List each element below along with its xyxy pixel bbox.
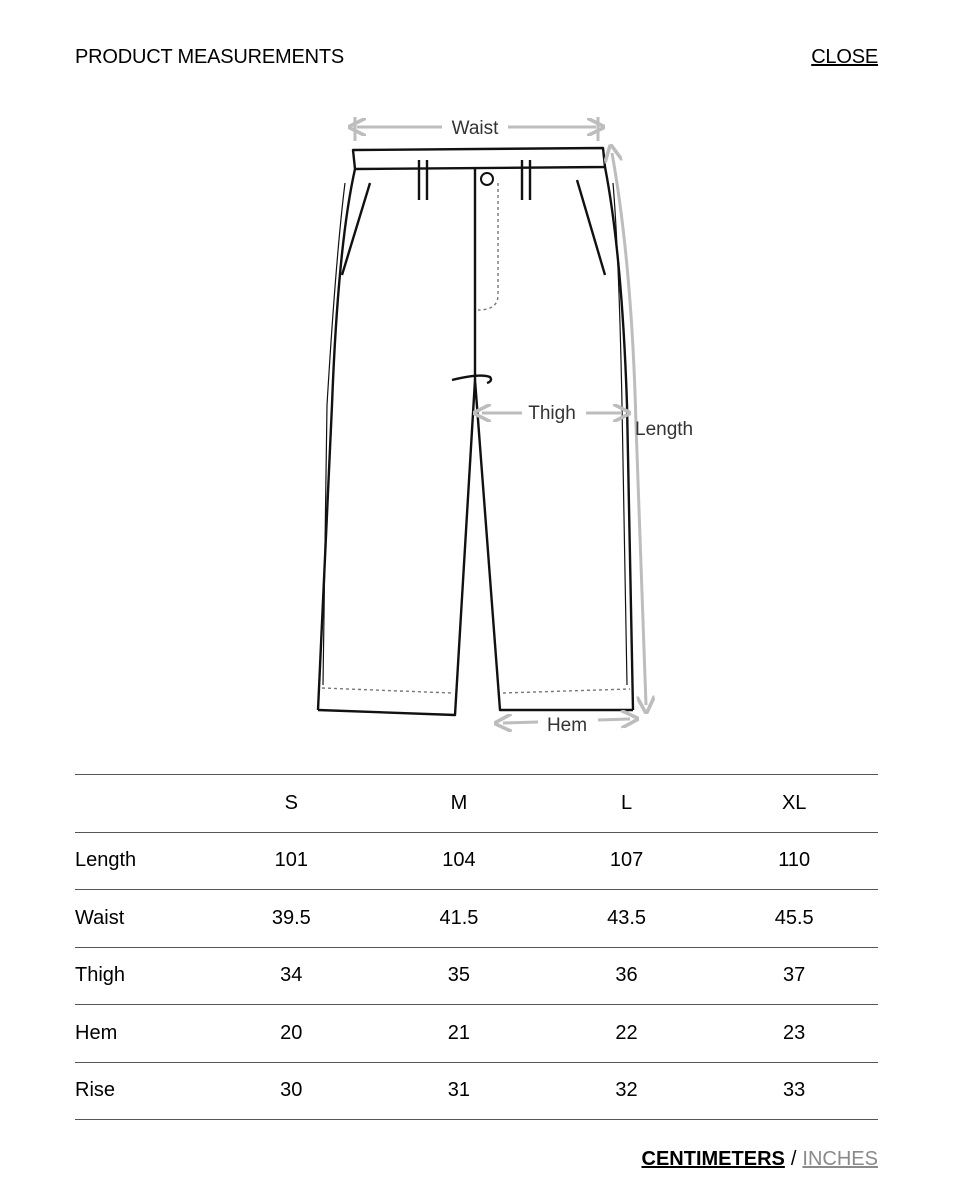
unit-separator: / [790, 1148, 797, 1170]
cell-value: 34 [207, 947, 375, 1005]
table-header-row [75, 775, 878, 833]
cell-value: 33 [710, 1062, 878, 1120]
table-row [75, 832, 878, 890]
cell-value: 41.5 [375, 890, 543, 948]
waist-label: Waist [451, 118, 499, 139]
inches-button[interactable]: INCHES [802, 1148, 878, 1170]
row-label: Hem [75, 1005, 207, 1063]
size-header-xl: XL [710, 775, 878, 833]
modal-header [75, 44, 878, 70]
hem-label: Hem [546, 715, 588, 736]
cell-value: 36 [543, 947, 711, 1005]
length-label: Length [635, 419, 694, 440]
table-row [75, 1062, 878, 1120]
pants-outline [318, 148, 633, 715]
cell-value: 22 [543, 1005, 711, 1063]
size-header-l: L [543, 775, 711, 833]
cell-value: 43.5 [543, 890, 711, 948]
table-corner [75, 775, 207, 833]
row-label: Rise [75, 1062, 207, 1120]
table-row [75, 1005, 878, 1063]
cell-value: 23 [710, 1005, 878, 1063]
cell-value: 35 [375, 947, 543, 1005]
row-label: Waist [75, 890, 207, 948]
table-row [75, 947, 878, 1005]
measurements-table-wrap [75, 774, 878, 1120]
cell-value: 37 [710, 947, 878, 1005]
table-row [75, 890, 878, 948]
cell-value: 20 [207, 1005, 375, 1063]
cell-value: 21 [375, 1005, 543, 1063]
hem-stitch [322, 688, 630, 693]
size-header-m: M [375, 775, 543, 833]
pants-diagram [300, 105, 720, 755]
hem-arrow-left [503, 722, 538, 723]
row-label: Thigh [75, 947, 207, 1005]
row-label: Length [75, 832, 207, 890]
cell-value: 110 [710, 832, 878, 890]
cell-value: 101 [207, 832, 375, 890]
cell-value: 32 [543, 1062, 711, 1120]
cell-value: 39.5 [207, 890, 375, 948]
thigh-label: Thigh [528, 403, 576, 424]
hem-arrow-right [598, 719, 630, 720]
measurements-table [75, 774, 878, 1120]
centimeters-button[interactable]: CENTIMETERS [641, 1148, 785, 1170]
unit-toggle [642, 1148, 878, 1171]
cell-value: 45.5 [710, 890, 878, 948]
cell-value: 31 [375, 1062, 543, 1120]
cell-value: 107 [543, 832, 711, 890]
fly-stitch [478, 183, 498, 310]
page-title: PRODUCT MEASUREMENTS [75, 45, 344, 68]
close-button[interactable]: CLOSE [811, 45, 878, 68]
cell-value: 104 [375, 832, 543, 890]
size-header-s: S [207, 775, 375, 833]
cell-value: 30 [207, 1062, 375, 1120]
pants-illustration [300, 105, 720, 755]
button-icon [481, 173, 493, 185]
